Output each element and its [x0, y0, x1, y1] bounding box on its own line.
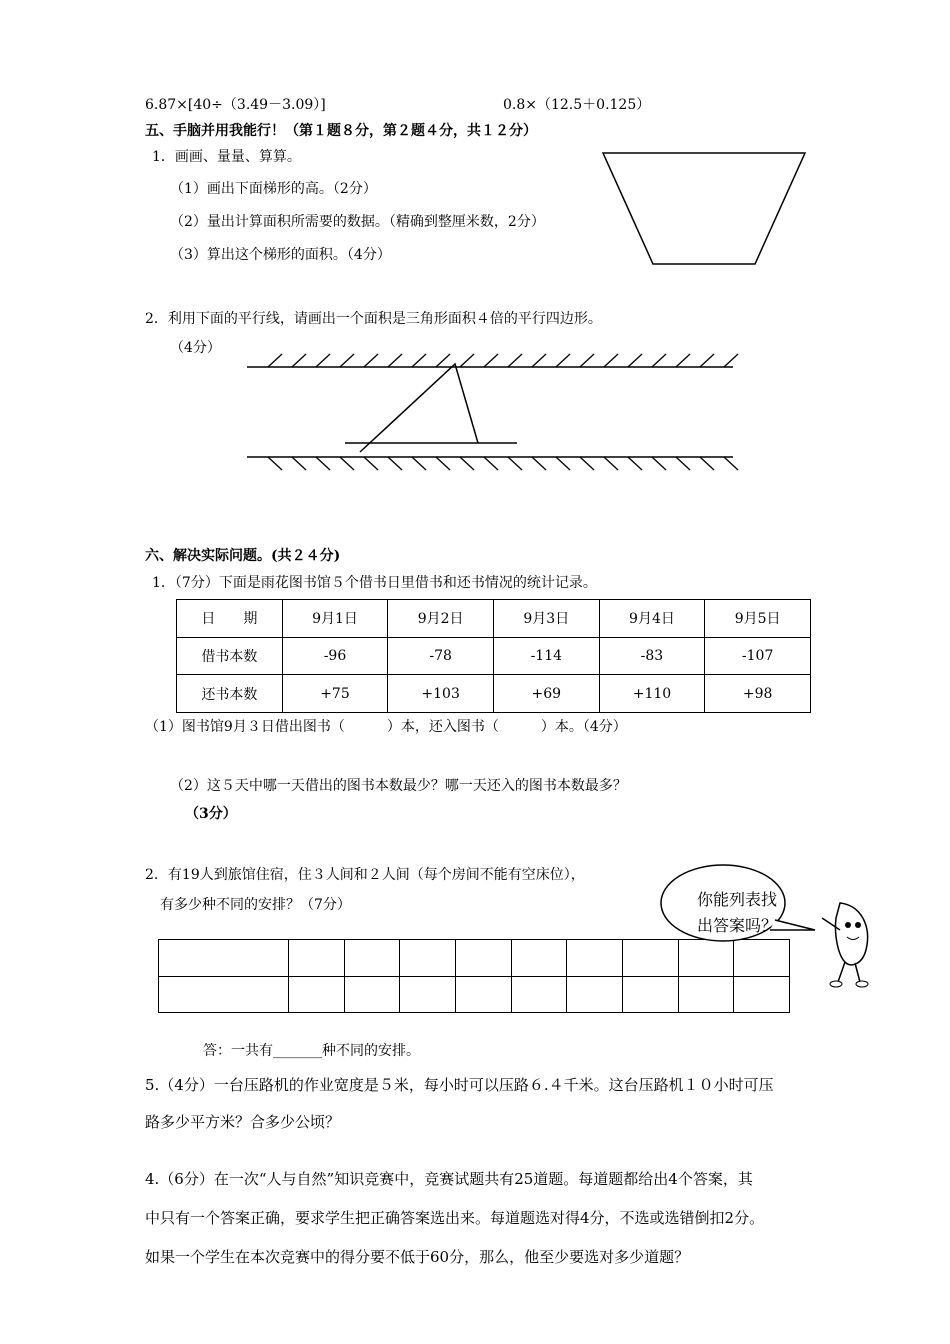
table-header: 9月4日 — [599, 600, 705, 638]
q4-line2: 中只有一个答案正确，要求学生把正确答案选出来。每道题选对得4分，不选或选错倒扣2分。 — [145, 1209, 765, 1227]
table-cell: -78 — [388, 637, 494, 675]
row-label: 还书本数 — [177, 675, 283, 713]
table-header: 日 期 — [177, 600, 283, 638]
q5-line1: 5.（4分）一台压路机的作业宽度是５米，每小时可以压路６.４千米。这台压路机１０小时可压 — [145, 1076, 774, 1094]
s6-q1-title: 1．（7分）下面是雨花图书馆５个借书日里借书和还书情况的统计记录。 — [152, 575, 597, 591]
expression-2: 0.8×（12.5＋0.125） — [503, 97, 651, 113]
row-label: 借书本数 — [177, 637, 283, 675]
table-cell: +110 — [599, 675, 705, 713]
s6-q1-sub2: （2）这５天中哪一天借出的图书本数最少？哪一天还入的图书本数最多？ — [170, 778, 627, 794]
table-cell: +103 — [388, 675, 494, 713]
speech-bubble-text: 你能列表找出答案吗？ — [697, 890, 778, 935]
table-cell: -96 — [282, 637, 388, 675]
s5-q2-score: （4分） — [170, 340, 221, 356]
s6-q1-sub1: （1）图书馆9月３日借出图书（ ）本，还入图书（ ）本。（4分） — [145, 719, 627, 735]
s6-q1-sub2-score: （3分） — [185, 806, 237, 822]
table-cell: +75 — [282, 675, 388, 713]
table-cell: +98 — [705, 675, 811, 713]
table-cell: -114 — [493, 637, 599, 675]
section-5-title: 五、手脑并用我能行！（第１题８分，第２题４分，共１２分） — [145, 123, 537, 139]
table-header: 9月3日 — [493, 600, 599, 638]
table-cell: -107 — [705, 637, 811, 675]
s5-q1-part1: （1）画出下面梯形的高。（2分） — [170, 181, 377, 197]
s5-q2-title: 2．利用下面的平行线，请画出一个面积是三角形面积４倍的平行四边形。 — [145, 311, 602, 327]
q4-line3: 如果一个学生在本次竞赛中的得分要不低于60分，那么，他至少要选对多少道题？ — [145, 1248, 690, 1266]
q5-line2: 路多少平方米？合多少公顷？ — [145, 1113, 341, 1131]
expression-1: 6.87×[40÷（3.49－3.09）] — [145, 97, 326, 113]
s6-q2-line1: 2．有19人到旅馆住宿，住３人间和２人间（每个房间不能有空床位）， — [145, 867, 585, 883]
s6-q2-line2: 有多少种不同的安排？（7分） — [160, 897, 351, 913]
section-6-title: 六、解决实际问题。(共２４分) — [145, 548, 341, 564]
table-cell: -83 — [599, 637, 705, 675]
table-header: 9月2日 — [388, 600, 494, 638]
table-cell: +69 — [493, 675, 599, 713]
table-header: 9月1日 — [282, 600, 388, 638]
s5-q1-part2: （2）量出计算面积所需要的数据。（精确到整厘米数，2分） — [170, 214, 545, 230]
s5-q1-part3: （3）算出这个梯形的面积。（4分） — [170, 247, 391, 263]
table-header: 9月5日 — [705, 600, 811, 638]
s6-q2-answer: 答：一共有_______种不同的安排。 — [203, 1043, 420, 1059]
s5-q1-title: 1．画画、量量、算算。 — [152, 149, 301, 165]
q4-line1: 4.（6分）在一次“人与自然”知识竞赛中，竞赛试题共有25道题。每道题都给出4个答案，其 — [145, 1170, 753, 1188]
